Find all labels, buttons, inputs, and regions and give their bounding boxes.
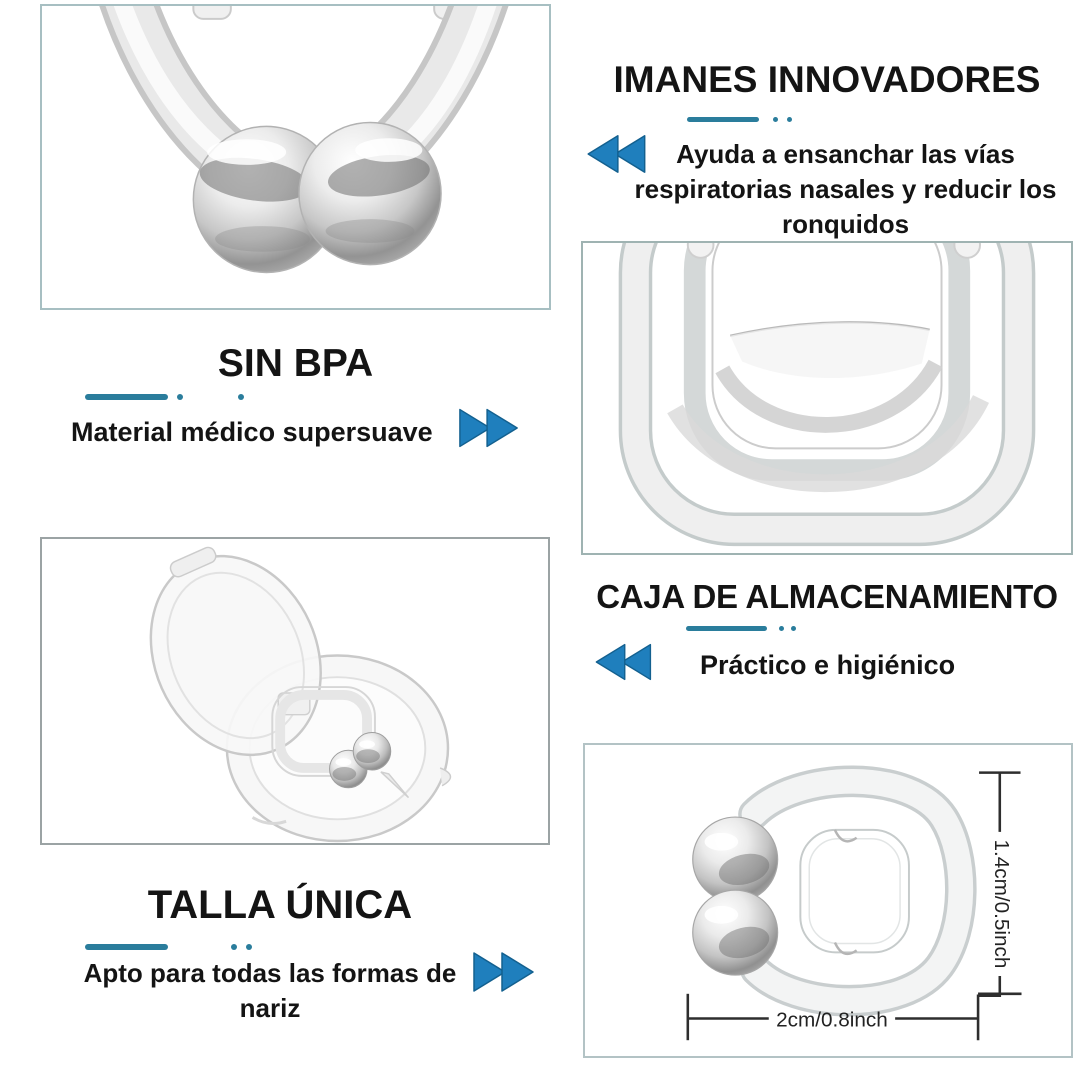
double-arrow-left-icon (589, 640, 655, 684)
divider-dot (773, 117, 778, 122)
divider-bar (686, 626, 767, 631)
divider-dot (238, 394, 244, 400)
photo-box-ring-closeup (581, 241, 1073, 555)
section-title-sin-bpa: SIN BPA (217, 342, 374, 385)
divider-bar (687, 117, 759, 122)
divider-dot (177, 394, 183, 400)
photo-box-clip-dimensions (583, 743, 1073, 1058)
section-body-imanes-line2: respiratorias nasales y reducir los (634, 174, 1057, 204)
storage-case-open-illustration (42, 539, 548, 843)
divider-bar (85, 394, 168, 400)
divider-dot (787, 117, 792, 122)
section-title-imanes: IMANES INNOVADORES (613, 59, 1041, 100)
divider-dot (246, 944, 252, 950)
divider-dot (791, 626, 796, 631)
section-body-sin-bpa: Material médico supersuave (71, 417, 433, 447)
divider-bar (85, 944, 168, 950)
section-body-talla-line1: Apto para todas las formas de (83, 958, 457, 988)
divider-dot (231, 944, 237, 950)
double-arrow-right-icon (471, 946, 539, 998)
nose-clip-magnet-balls-closeup-illustration (42, 6, 549, 308)
photo-box-storage-case (40, 537, 550, 845)
divider-sin-bpa (85, 394, 244, 400)
section-body-talla-line2: nariz (239, 993, 301, 1023)
divider-imanes (687, 117, 792, 122)
double-arrow-right-icon (457, 403, 523, 453)
section-body-imanes-line3: ronquidos (781, 209, 910, 239)
divider-talla (85, 944, 252, 950)
section-title-talla: TALLA ÚNICA (147, 883, 413, 927)
photo-box-clip-closeup (40, 4, 551, 310)
divider-caja (686, 626, 796, 631)
section-title-caja: CAJA DE ALMACENAMIENTO (596, 578, 1058, 615)
dimension-width-label: 2cm/0.8inch (776, 1008, 888, 1032)
section-body-imanes-line1: Ayuda a ensanchar las vías (676, 139, 1015, 169)
nose-clip-ring-closeup-illustration (583, 243, 1071, 553)
section-body-caja: Práctico e higiénico (700, 650, 956, 680)
dimension-height-label: 1.4cm/0.5inch (989, 839, 1013, 969)
nose-clip-side-view-illustration (585, 745, 1071, 1056)
divider-dot (779, 626, 784, 631)
